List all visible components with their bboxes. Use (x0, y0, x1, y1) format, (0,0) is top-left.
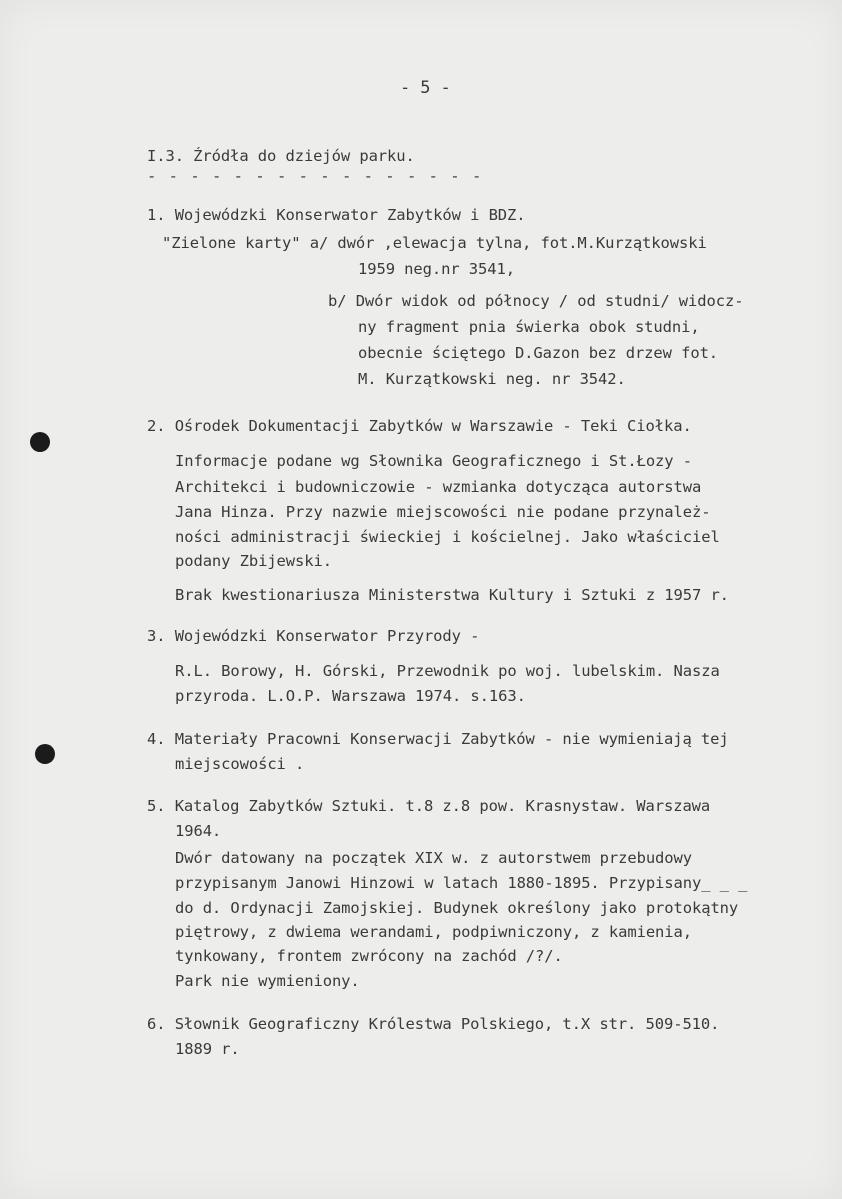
source-item-5-line: Park nie wymieniony. (175, 972, 360, 990)
source-item-5-line: do d. Ordynacji Zamojskiej. Budynek określony jako protokątny (175, 899, 739, 917)
page-number: - 5 - (400, 78, 451, 98)
source-item-5-line: 1964. (175, 822, 222, 840)
source-item-1-line: M. Kurzątkowski neg. nr 3542. (358, 370, 626, 388)
source-item-2-line: Brak kwestionariusza Ministerstwa Kultury i Sztuki z 1957 r. (175, 586, 729, 604)
source-item-2-line: Architekci i budowniczowie - wzmianka dotycząca autorstwa (175, 478, 702, 496)
source-item-5-line: Dwór datowany na początek XIX w. z autorstwem przebudowy (175, 849, 692, 867)
source-item-5-line: przypisanym Janowi Hinzowi w latach 1880-1895. Przypisany_ _ _ (175, 874, 748, 892)
source-item-2-title: 2. Ośrodek Dokumentacji Zabytków w Warszawie - Teki Ciołka. (147, 417, 692, 435)
source-item-1-line: 1959 neg.nr 3541, (358, 260, 515, 278)
source-item-2-line: Jana Hinza. Przy nazwie miejscowości nie podane przynależ- (175, 503, 711, 521)
source-item-1-line: b/ Dwór widok od północy / od studni/ widocz- (328, 292, 744, 310)
source-item-1-line: obecnie ściętego D.Gazon bez drzew fot. (358, 344, 719, 362)
punch-hole (35, 744, 55, 764)
source-item-6-title: 6. Słownik Geograficzny Królestwa Polskiego, t.X str. 509-510. (147, 1015, 720, 1033)
source-item-3-line: przyroda. L.O.P. Warszawa 1974. s.163. (175, 687, 526, 705)
source-item-3-title: 3. Wojewódzki Konserwator Przyrody - (147, 627, 480, 645)
source-item-1-title: 1. Wojewódzki Konserwator Zabytków i BDZ. (147, 206, 526, 224)
source-item-5-line: piętrowy, z dwiema werandami, podpiwniczony, z kamienia, (175, 923, 692, 941)
source-item-3-line: R.L. Borowy, H. Górski, Przewodnik po woj. lubelskim. Nasza (175, 662, 720, 680)
source-item-2-line: podany Zbijewski. (175, 552, 332, 570)
source-item-6-line: 1889 r. (175, 1040, 240, 1058)
source-item-1-line: ny fragment pnia świerka obok studni, (358, 318, 700, 336)
source-item-4-title: 4. Materiały Pracowni Konserwacji Zabytków - nie wymieniają tej (147, 730, 729, 748)
punch-hole (30, 432, 50, 452)
heading-underline: - - - - - - - - - - - - - - - - (147, 167, 483, 185)
source-item-2-line: ności administracji świeckiej i kościelnej. Jako właściciel (175, 528, 720, 546)
source-item-1-line: "Zielone karty" a/ dwór ,elewacja tylna, fot.M.Kurzątkowski (162, 234, 707, 252)
section-heading: I.3. Źródła do dziejów parku. (147, 147, 415, 165)
source-item-4-line: miejscowości . (175, 755, 305, 773)
source-item-5-line: tynkowany, frontem zwrócony na zachód /?/. (175, 947, 563, 965)
source-item-5-title: 5. Katalog Zabytków Sztuki. t.8 z.8 pow. Krasnystaw. Warszawa (147, 797, 711, 815)
source-item-2-line: Informacje podane wg Słownika Geograficznego i St.Łozy - (175, 452, 692, 470)
